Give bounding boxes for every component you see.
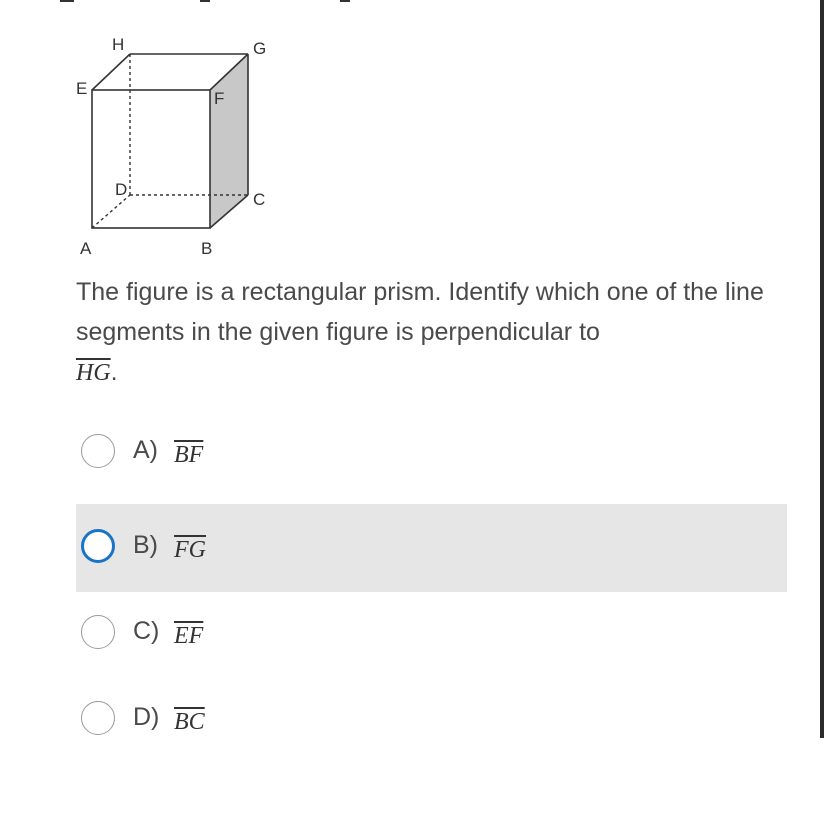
question-segment: $\overline{HG}$	[76, 360, 111, 386]
vertex-label-h: H	[112, 35, 125, 54]
prism-figure	[70, 30, 280, 265]
shaded-face-fgcb	[210, 54, 248, 228]
option-segment-c: $\overline{EF}$	[174, 623, 204, 649]
header-remnant	[60, 0, 360, 6]
prism-diagram	[70, 30, 280, 265]
radio-button-b[interactable]	[81, 529, 115, 563]
edge-ad-hidden	[92, 195, 130, 228]
answer-option-d[interactable]	[76, 676, 787, 764]
radio-button-d[interactable]	[81, 701, 115, 735]
option-segment-a: $\overline{BF}$	[174, 442, 204, 468]
option-segment-b: $\overline{FG}$	[174, 537, 206, 563]
question-body: The figure is a rectangular prism. Identify which one of the line segments in the given figure is perpendicular to	[76, 278, 764, 346]
vertex-label-g: G	[253, 39, 267, 58]
option-letter-d: D)	[133, 703, 160, 731]
option-segment-d: $\overline{BC}$	[174, 709, 205, 735]
vertex-label-e: E	[76, 79, 88, 98]
front-face-abfe	[92, 90, 210, 228]
question-terminator: .	[110, 358, 118, 386]
edge-eh	[92, 54, 130, 90]
vertex-label-f: F	[214, 89, 225, 108]
vertex-label-a: A	[80, 239, 92, 258]
answer-option-a[interactable]	[76, 409, 787, 497]
question-text	[76, 272, 776, 393]
radio-button-c[interactable]	[81, 615, 115, 649]
vertex-label-b: B	[201, 239, 213, 258]
vertex-label-c: C	[253, 190, 266, 209]
answer-option-b[interactable]	[76, 504, 787, 592]
option-letter-b: B)	[133, 531, 158, 559]
vertex-label-d: D	[115, 180, 128, 199]
option-letter-c: C)	[133, 617, 160, 645]
option-letter-a: A)	[133, 436, 158, 464]
answer-option-c[interactable]	[76, 590, 787, 678]
radio-button-a[interactable]	[81, 434, 115, 468]
scrollbar-edge[interactable]	[820, 0, 824, 738]
